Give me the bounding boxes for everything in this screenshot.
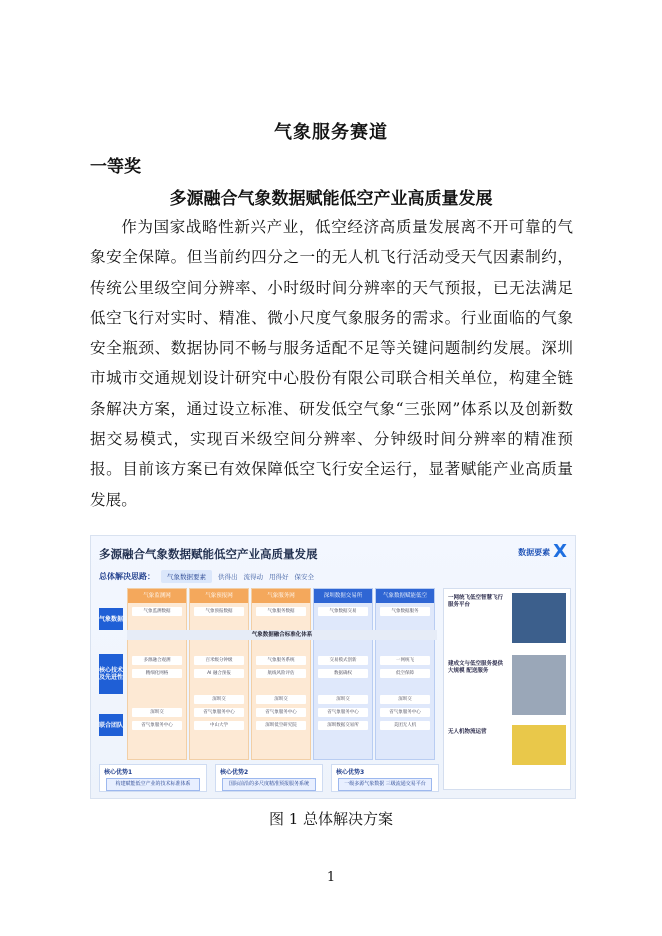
column-head: 气象服务网 [252, 589, 310, 603]
advantage-box: 国际前沿的多尺度精准预报服务系统 [222, 778, 316, 791]
column-cell: 省气象服务中心 [380, 708, 430, 717]
row-label-tech: 核心技术及先进性 [99, 654, 123, 694]
advantage-box: 一级多源气象数据 三级流通交易平台 [338, 778, 432, 791]
advantage-card [331, 764, 439, 792]
application-item: 建成文与低空服务提供大规模 配送服务 [448, 661, 504, 674]
idea-item: 供得出 [218, 572, 238, 581]
idea-item: 保安全 [294, 572, 314, 581]
column-forecast [189, 588, 249, 760]
column-cell: 深圳交 [318, 695, 368, 704]
column-cell: 省气象服务中心 [318, 708, 368, 717]
solution-figure [90, 535, 576, 799]
column-cell: 精细化网格 [132, 669, 182, 678]
column-cell: 气象预报数据 [194, 607, 244, 616]
column-head: 气象监测网 [128, 589, 186, 603]
column-service [251, 588, 311, 760]
page-number: 1 [326, 870, 336, 885]
column-monitor [127, 588, 187, 760]
x-logo-icon: X [553, 541, 567, 562]
row-label-data: 气象数据 [99, 608, 123, 630]
section-title: 气象服务赛道 [274, 122, 388, 143]
column-cell: 美团无人机 [380, 721, 430, 730]
advantages-row [99, 764, 439, 792]
idea-item: 气象数据要素 [161, 570, 212, 583]
standard-band: 气象数据融合标准化体系 [127, 630, 437, 640]
row-label-team: 联合团队 [99, 714, 123, 736]
column-cell: 省气象服务中心 [194, 708, 244, 717]
column-empower [375, 588, 435, 760]
column-cell: 深圳交 [132, 708, 182, 717]
column-cell: 深圳交 [256, 695, 306, 704]
column-cell: 百米级分钟级 [194, 656, 244, 665]
drone-station-photo [512, 725, 566, 765]
article-title: 多源融合气象数据赋能低空产业高质量发展 [169, 189, 493, 209]
column-cell: 航线风险评估 [256, 669, 306, 678]
figure-logo [518, 541, 567, 562]
body-paragraph: 作为国家战略性新兴产业，低空经济高质量发展离不开可靠的气象安全保障。但当前约四分之一的无人机飞行活动受天气因素制约，传统公里级空间分辨率、小时级时间分辨率的天气预报，已无法满足低空飞行对实时、精准、微小尺度气象服务的需求。行业面临的气象安全瓶颈、数据协同不畅与服务适配不足等关键问题制约发展。深圳市城市交通规划设计研究中心股份有限公司联合相关单位，构建全链条解决方案，通过设立标准、研发低空气象“三张网”体系以及创新数据交易模式，实现百米级空间分辨率、分钟级时间分辨率的精准预报。目前该方案已有效保障低空飞行安全运行，显著赋能产业高质量发展。 [90, 218, 573, 509]
advantage-card [215, 764, 323, 792]
column-cell: 中山大学 [194, 721, 244, 730]
advantage-title: 核心优势2 [220, 769, 249, 776]
advantage-title: 核心优势3 [336, 769, 365, 776]
column-cell: 气象数据交易 [318, 607, 368, 616]
column-cell: 数据确权 [318, 669, 368, 678]
column-cell: 深圳数据交易所 [318, 721, 368, 730]
column-cell: 深圳交 [380, 695, 430, 704]
figure-caption: 图 1 总体解决方案 [268, 810, 394, 828]
column-cell: 气象监测数据 [132, 607, 182, 616]
advantage-title: 核心优势1 [104, 769, 133, 776]
logo-text: 数据要素 [518, 547, 551, 557]
column-cell: 气象服务数据 [256, 607, 306, 616]
column-cell: 气象服务系统 [256, 656, 306, 665]
delivery-photo [512, 655, 566, 715]
column-cell: 气象数据服务 [380, 607, 430, 616]
column-cell: 低空保障 [380, 669, 430, 678]
column-cell: 省气象服务中心 [256, 708, 306, 717]
advantage-box: 构建赋能低空产业的技术标准体系 [106, 778, 200, 791]
column-head: 深圳数据交易所 [314, 589, 372, 603]
column-cell: 深圳低空研究院 [256, 721, 306, 730]
ideas-label: 总体解决思路： [99, 571, 155, 581]
column-cell: 深圳交 [194, 695, 244, 704]
figure-heading: 多源融合气象数据赋能低空产业高质量发展 [99, 547, 318, 561]
idea-item: 流得动 [243, 572, 263, 581]
idea-item: 用得好 [269, 572, 289, 581]
column-exchange [313, 588, 373, 760]
column-head: 气象预报网 [190, 589, 248, 603]
application-panel [443, 588, 571, 790]
column-head: 气象数据赋能低空 [376, 589, 434, 603]
column-cell: AI 融合预报 [194, 669, 244, 678]
column-cell: 交易模式创新 [318, 656, 368, 665]
platform-screenshot [512, 593, 566, 643]
ideas-row [99, 568, 569, 584]
advantage-card [99, 764, 207, 792]
application-item: 一网统飞低空智慧飞行服务平台 [448, 595, 504, 608]
column-cell: 多源融合观测 [132, 656, 182, 665]
column-cell: 一网统飞 [380, 656, 430, 665]
application-item: 无人机物流运营 [448, 729, 487, 735]
award-label: 一等奖 [90, 157, 141, 177]
column-cell: 省气象服务中心 [132, 721, 182, 730]
